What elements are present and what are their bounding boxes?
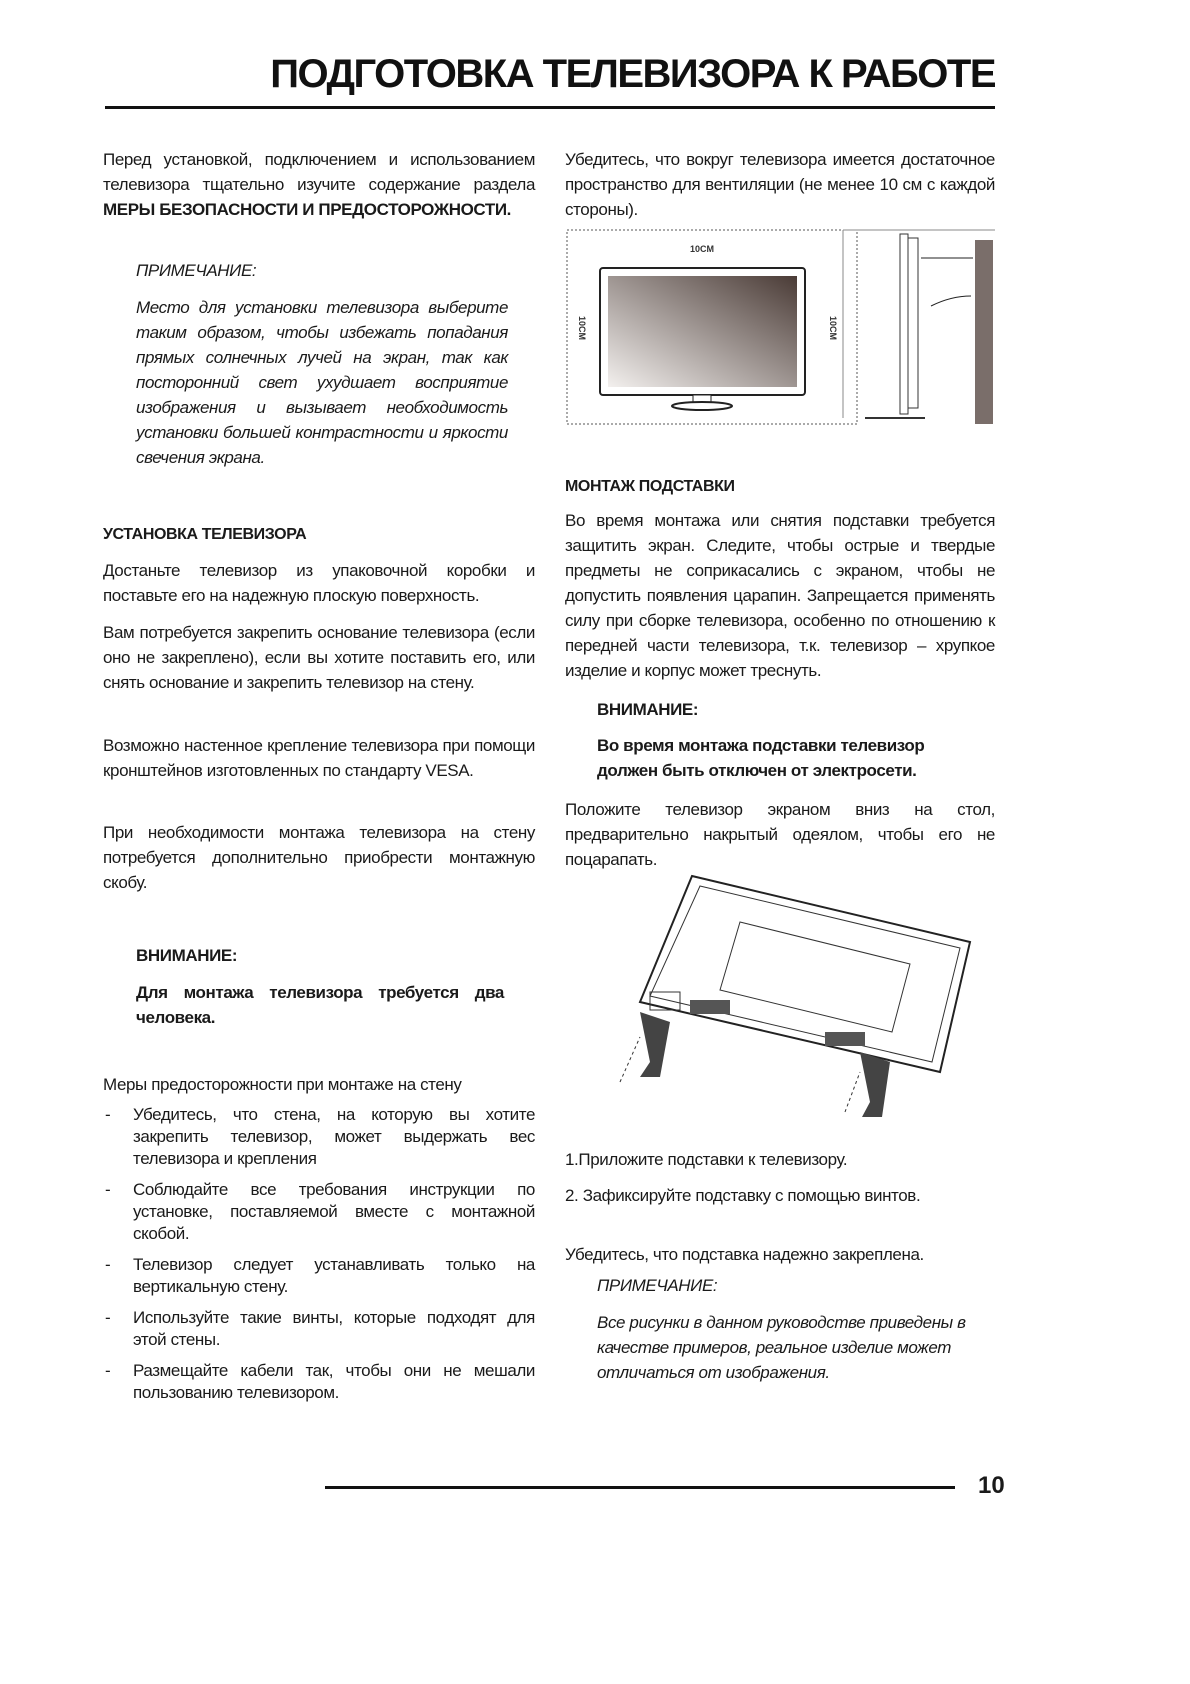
precautions-list — [103, 1104, 535, 1413]
step-2: 2. Зафиксируйте подставку с помощью винтов. — [565, 1186, 921, 1205]
warning-label: ВНИМАНИЕ: — [136, 946, 238, 965]
list-item: - Используйте такие винты, которые подходят для этой стены. — [103, 1307, 535, 1351]
paragraph: Достаньте телевизор из упаковочной коробки и поставьте его на надежную плоскую поверхность. — [103, 561, 535, 605]
section-heading-installation: УСТАНОВКА ТЕЛЕВИЗОРА — [103, 526, 307, 543]
paragraph: Возможно настенное крепление телевизора при помощи кронштейнов изготовленных по стандарту VESA. — [103, 736, 535, 780]
note-label: ПРИМЕЧАНИЕ: — [136, 261, 257, 280]
step-1: 1.Приложите подставки к телевизору. — [565, 1150, 848, 1169]
stand-assembly-illustration — [600, 872, 980, 1130]
ventilation-illustration — [565, 228, 995, 428]
list-item: - Телевизор следует устанавливать только на вертикальную стену. — [103, 1254, 535, 1298]
clearance-label-top: 10CM — [689, 244, 715, 254]
list-item: - Убедитесь, что стена, на которую вы хотите закрепить телевизор, может выдержать вес телевизора и крепления — [103, 1104, 535, 1170]
paragraph: Положите телевизор экраном вниз на стол, предварительно накрытый одеялом, чтобы его не поцарапать. — [565, 800, 995, 869]
section-heading-stand-mount: МОНТАЖ ПОДСТАВКИ — [565, 478, 735, 495]
footer-divider — [325, 1486, 955, 1489]
page-number: 10 — [978, 1472, 1005, 1499]
note-text: Место для установки телевизора выберите таким образом, чтобы избежать попадания прямых солнечных лучей на экран, так как посторонний свет ухудшает восприятие изображения и вызывает необходимость установки большей контрастности и яркости свечения экрана. — [136, 298, 508, 467]
intro-paragraph — [103, 147, 535, 222]
paragraph: Убедитесь, что вокруг телевизора имеется достаточное пространство для вентиляции (не менее 10 см с каждой стороны). — [565, 150, 995, 219]
clearance-label-right: 10CM — [828, 316, 838, 341]
intro-bold: МЕРЫ БЕЗОПАСНОСТИ И ПРЕДОСТОРОЖНОСТИ. — [103, 200, 512, 219]
title-divider — [105, 106, 995, 109]
paragraph: Вам потребуется закрепить основание телевизора (если оно не закреплено), если вы хотите поставить его, или снять основание и закрепить телевизор на стену. — [103, 623, 535, 692]
note-text: Все рисунки в данном руководстве приведены в качестве примеров, реальное изделие может отличаться от изображения. — [597, 1313, 966, 1382]
warning-text: Для монтажа телевизора требуется два человека. — [136, 983, 504, 1027]
warning-text: Во время монтажа подставки телевизор должен быть отключен от электросети. — [597, 736, 925, 780]
paragraph: При необходимости монтажа телевизора на стену потребуется дополнительно приобрести монтажную скобу. — [103, 823, 535, 892]
paragraph: Во время монтажа или снятия подставки требуется защитить экран. Следите, чтобы острые и твердые предметы не соприкасались с экраном, чтобы не допустить появления царапин. Запрещается применять силу при сборке телевизора, особенно по отношению к передней части телевизора, т.к. телевизор – хрупкое изделие и корпус может треснуть. — [565, 511, 995, 680]
list-item: - Соблюдайте все требования инструкции по установке, поставляемой вместе с монтажной скобой. — [103, 1179, 535, 1245]
clearance-label-left: 10CM — [577, 316, 587, 341]
page-title: ПОДГОТОВКА ТЕЛЕВИЗОРА К РАБОТЕ — [270, 52, 995, 96]
list-intro: Меры предосторожности при монтаже на стену — [103, 1075, 462, 1094]
intro-text: Перед установкой, подключением и использованием телевизора тщательно изучите содержание раздела — [103, 150, 535, 194]
note-label: ПРИМЕЧАНИЕ: — [597, 1276, 718, 1295]
list-item: - Размещайте кабели так, чтобы они не мешали пользованию телевизором. — [103, 1360, 535, 1404]
warning-label: ВНИМАНИЕ: — [597, 700, 699, 719]
paragraph: Убедитесь, что подставка надежно закреплена. — [565, 1245, 924, 1264]
